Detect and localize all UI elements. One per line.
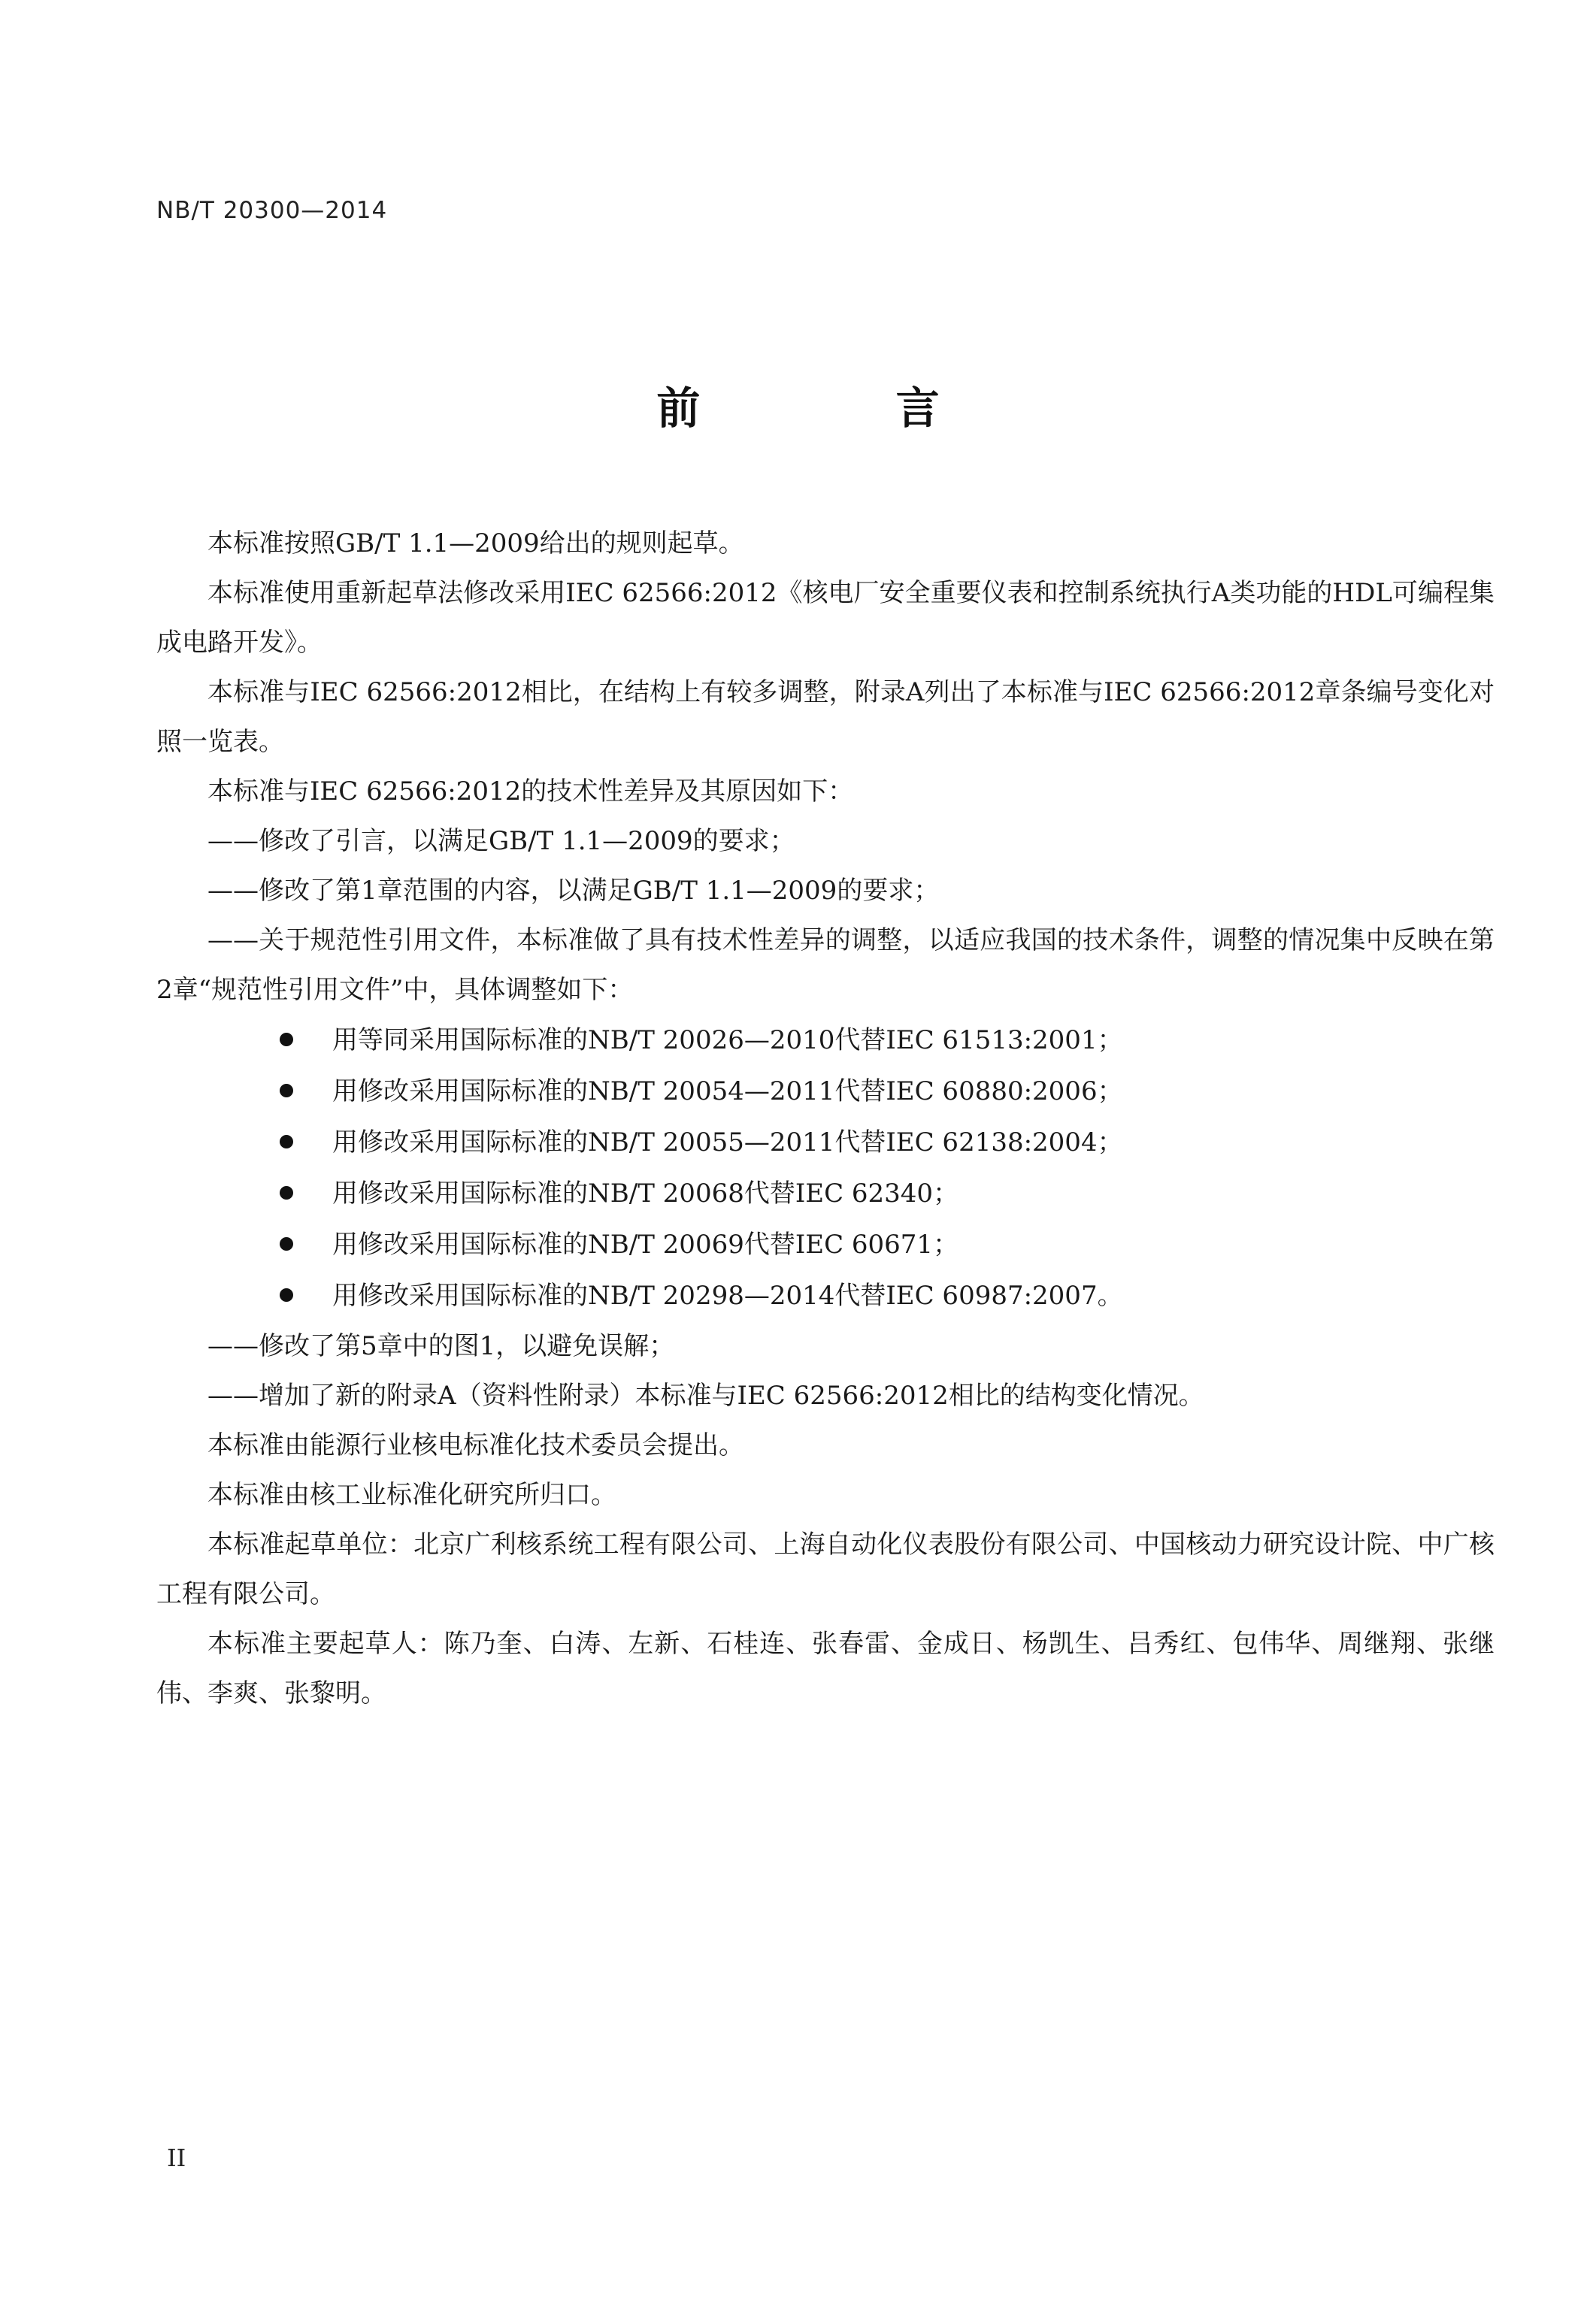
paragraph: 本标准主要起草人：陈乃奎、白涛、左新、石桂连、张春雷、金成日、杨凯生、吕秀红、包伟华、周继翔、张继伟、李爽、张黎明。	[156, 1629, 1495, 1708]
page-title: 前 言	[656, 383, 1030, 434]
list-item-text: 用修改采用国际标准的NB/T 20298—2014代替IEC 60987:2007。	[332, 1281, 1123, 1311]
paragraph: 本标准按照GB/T 1.1—2009给出的规则起草。	[207, 528, 744, 558]
paragraph: 本标准由核工业标准化研究所归口。	[207, 1480, 616, 1510]
list-item-text: 用修改采用国际标准的NB/T 20069代替IEC 60671；	[332, 1230, 959, 1260]
list-item	[156, 1270, 1495, 1321]
bullet-dot-icon	[280, 1288, 293, 1302]
paragraph: 本标准起草单位：北京广利核系统工程有限公司、上海自动化仪表股份有限公司、中国核动力研究设计院、中广核工程有限公司。	[156, 1530, 1495, 1609]
bullet-dot-icon	[280, 1033, 293, 1046]
dash-item: ——增加了新的附录A（资料性附录）本标准与IEC 62566:2012相比的结构变化情况。	[207, 1381, 1204, 1411]
list-item-text: 用等同采用国际标准的NB/T 20026—2010代替IEC 61513:2001；	[332, 1025, 1123, 1055]
list-item-text: 用修改采用国际标准的NB/T 20068代替IEC 62340；	[332, 1179, 959, 1209]
bullet-dot-icon	[280, 1135, 293, 1148]
dash-item: ——修改了第5章中的图1，以避免误解；	[207, 1331, 675, 1361]
list-item	[156, 1066, 1495, 1117]
dash-item: ——关于规范性引用文件，本标准做了具有技术性差异的调整，以适应我国的技术条件，调整的情况集中反映在第2章“规范性引用文件”中，具体调整如下：	[156, 925, 1495, 1005]
paragraph: 本标准使用重新起草法修改采用IEC 62566:2012《核电厂安全重要仪表和控制系统执行A类功能的HDL可编程集成电路开发》。	[156, 578, 1495, 658]
document-body	[156, 519, 1495, 1718]
bullet-list	[156, 1015, 1495, 1321]
list-item	[156, 1219, 1495, 1270]
list-item-text: 用修改采用国际标准的NB/T 20054—2011代替IEC 60880:2006；	[332, 1076, 1123, 1106]
bullet-dot-icon	[280, 1186, 293, 1200]
bullet-dot-icon	[280, 1084, 293, 1097]
paragraph: 本标准与IEC 62566:2012的技术性差异及其原因如下：	[207, 776, 854, 806]
dash-item: ——修改了引言，以满足GB/T 1.1—2009的要求；	[207, 826, 795, 856]
page-number: II	[167, 2144, 186, 2172]
bullet-dot-icon	[280, 1237, 293, 1251]
dash-item: ——修改了第1章范围的内容，以满足GB/T 1.1—2009的要求；	[207, 876, 940, 906]
list-item-text: 用修改采用国际标准的NB/T 20055—2011代替IEC 62138:2004；	[332, 1127, 1123, 1157]
paragraph: 本标准由能源行业核电标准化技术委员会提出。	[207, 1430, 744, 1460]
list-item	[156, 1168, 1495, 1219]
standard-number: NB/T 20300—2014	[156, 197, 388, 224]
list-item	[156, 1117, 1495, 1168]
paragraph: 本标准与IEC 62566:2012相比，在结构上有较多调整，附录A列出了本标准与IEC 62566:2012章条编号变化对照一览表。	[156, 677, 1495, 757]
list-item	[156, 1015, 1495, 1066]
